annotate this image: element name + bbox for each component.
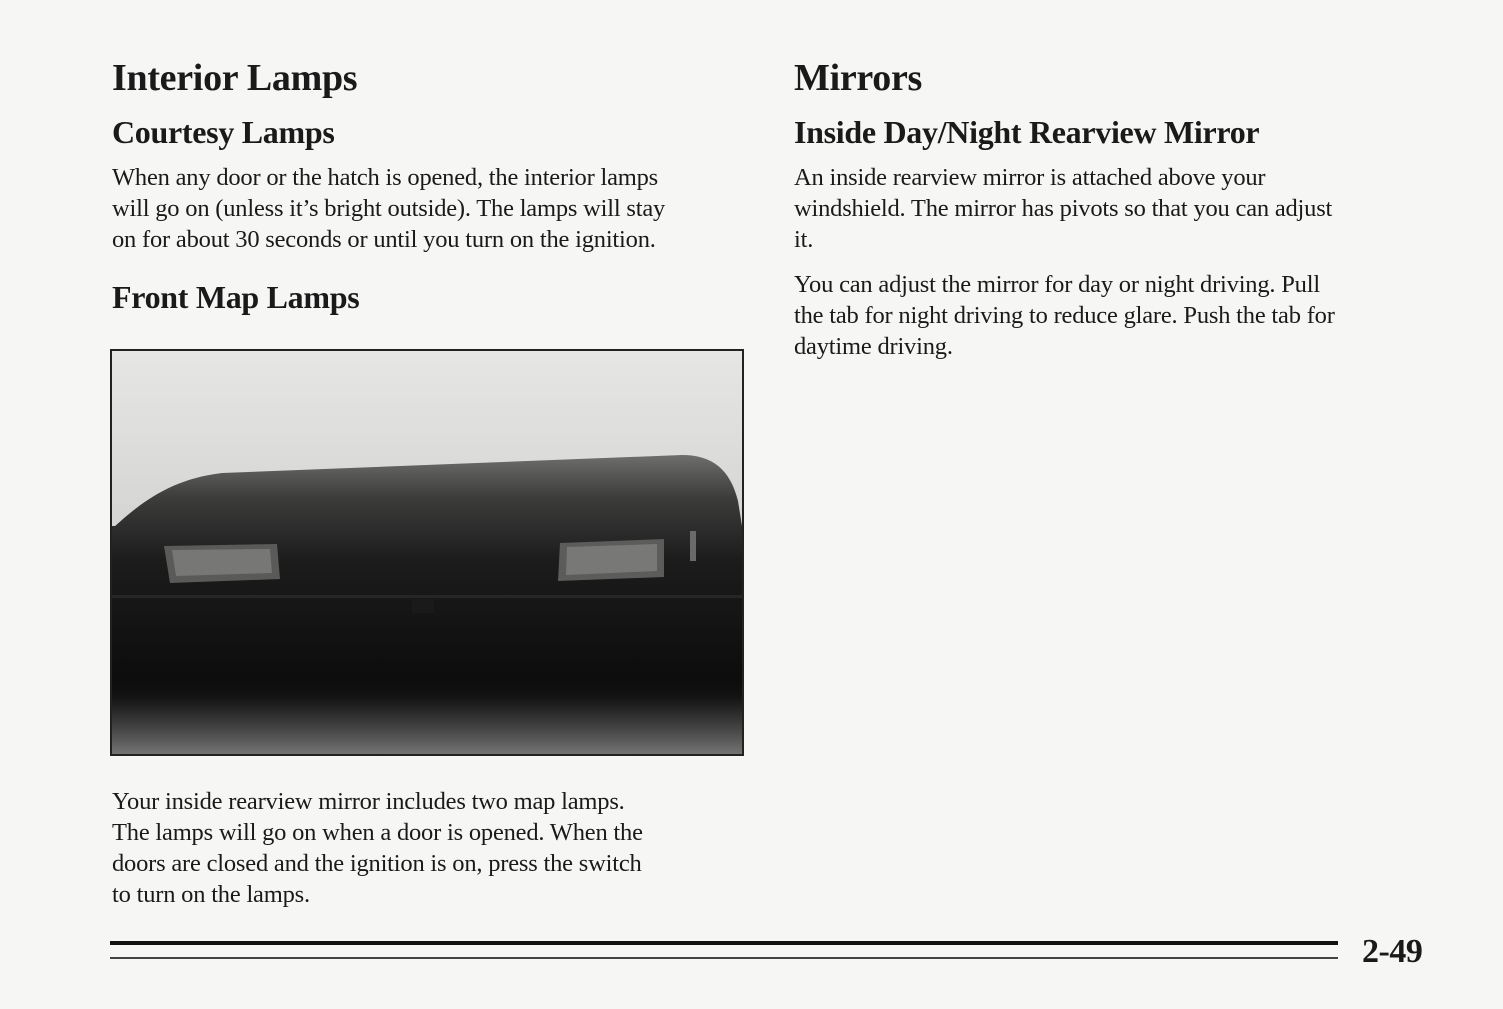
section-heading-interior-lamps: Interior Lamps — [112, 57, 358, 99]
inside-mirror-paragraph-2 — [794, 269, 1434, 362]
text-line: to turn on the lamps. — [112, 881, 310, 908]
text-line: daytime driving. — [794, 333, 953, 360]
footer-rule-thin — [110, 957, 1338, 959]
subheading-inside-day-night-mirror: Inside Day/Night Rearview Mirror — [794, 114, 1260, 150]
right-column — [794, 52, 1434, 362]
front-map-lamps-paragraph — [112, 786, 752, 910]
text-line: Your inside rearview mirror includes two map lamps. — [112, 788, 625, 815]
text-line: it. — [794, 226, 814, 253]
front-map-lamps-text — [112, 786, 752, 910]
subheading-front-map-lamps: Front Map Lamps — [112, 279, 360, 315]
section-heading-mirrors: Mirrors — [794, 57, 923, 99]
text-line: windshield. The mirror has pivots so that you can adjust — [794, 195, 1333, 222]
rearview-mirror-icon — [112, 351, 742, 754]
footer-rule-thick — [110, 941, 1338, 945]
courtesy-lamps-paragraph — [112, 162, 744, 255]
left-column — [112, 52, 744, 327]
inside-mirror-paragraph-1 — [794, 162, 1434, 255]
subheading-courtesy-lamps: Courtesy Lamps — [112, 114, 335, 150]
text-line: An inside rearview mirror is attached above your — [794, 164, 1266, 191]
page-number: 2-49 — [1362, 933, 1423, 970]
text-line: When any door or the hatch is opened, the interior lamps — [112, 164, 659, 191]
text-line: The lamps will go on when a door is opened. When the — [112, 819, 643, 846]
text-line: the tab for night driving to reduce glare. Push the tab for — [794, 302, 1335, 329]
mirror-photo-figure — [110, 349, 744, 756]
text-line: on for about 30 seconds or until you turn on the ignition. — [112, 226, 656, 253]
text-line: You can adjust the mirror for day or night driving. Pull — [794, 271, 1320, 298]
text-line: doors are closed and the ignition is on, press the switch — [112, 850, 642, 877]
text-line: will go on (unless it’s bright outside). The lamps will stay — [112, 195, 666, 222]
